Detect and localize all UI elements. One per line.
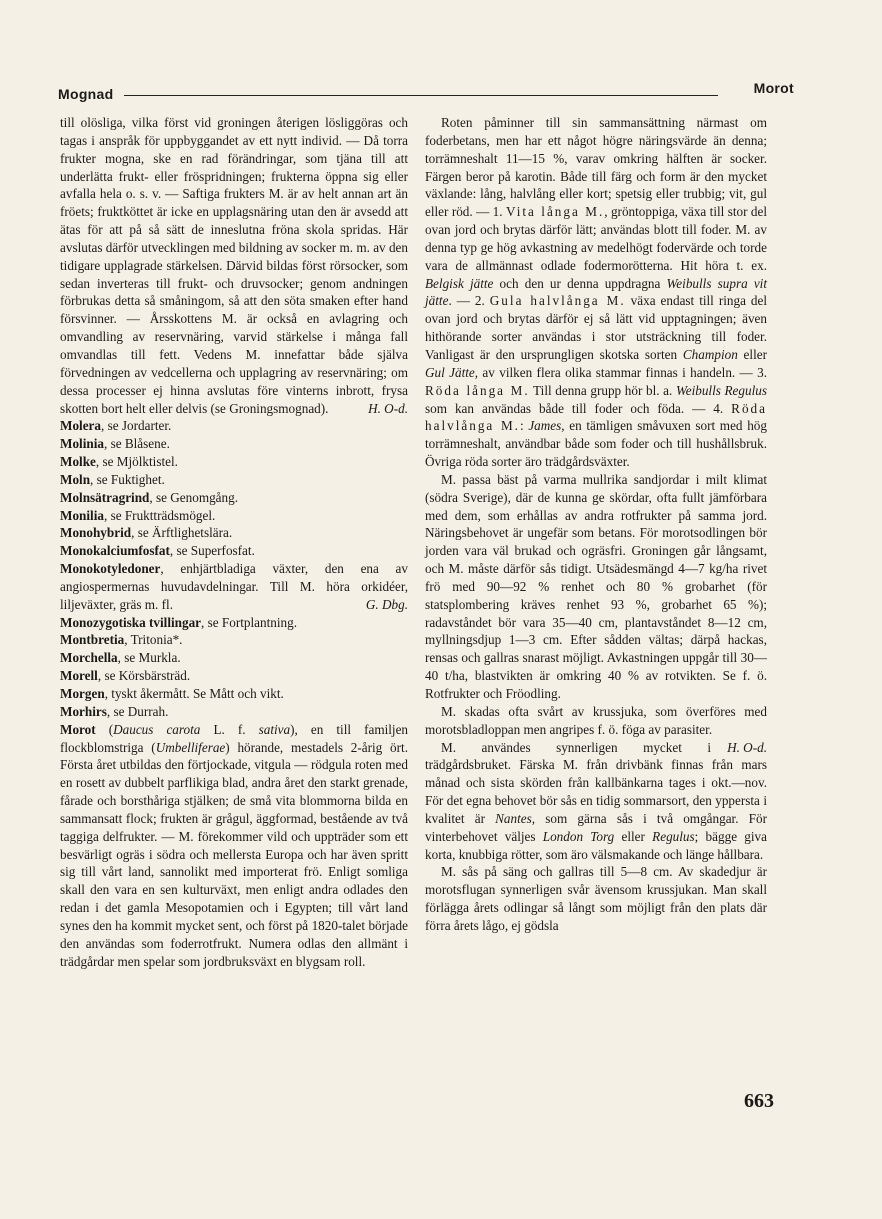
body-text: . — 2.: [448, 293, 490, 309]
entry-text: , se Durrah.: [106, 703, 169, 719]
entry-term: Monilia: [60, 507, 104, 523]
entry-text: , se Blåsene.: [103, 436, 170, 452]
entry-term: Morhirs: [60, 703, 107, 719]
body-text: eller: [614, 828, 653, 844]
entry-monozygotiska: [60, 614, 408, 632]
spaced-term: Röda långa M.: [425, 382, 530, 398]
entry-text: , se Ärftlighetslära.: [131, 525, 233, 541]
entry-text: L. f.: [200, 721, 259, 737]
entry-term: Montbretia: [60, 632, 125, 648]
body-text: och den ur denna uppdragna: [493, 275, 667, 291]
entry-term: Monozygotiska tvillingar: [60, 614, 202, 630]
header-rule: [124, 95, 718, 96]
entry-text: , Tritonia*.: [124, 632, 183, 648]
variety-name: Regulus: [652, 828, 695, 844]
paragraph-morot-types: [425, 114, 767, 471]
paragraph-sowing: M. sås på säng och gallras till 5—8 cm. Av skadedjur är morotsflugan synnerligen svår ävensom krussjukan. Man skall förlägga årets odlingar så långt som möjligt från den plats där förra årets lågo, ej gödsla: [425, 864, 767, 933]
body-text: M. skadas ofta svårt av krussjuka, som överföres med morotsbladloppan men angripes f. ö. föga av parasiter.: [425, 703, 767, 737]
entry-monohybrid: [60, 524, 408, 542]
entry-montbretia: [60, 631, 408, 649]
entry-text: , se Körsbärsträd.: [97, 668, 191, 684]
body-text: som kan användas både till foder och föda. — 4.: [425, 400, 732, 416]
entry-monilia: [60, 507, 408, 525]
paragraph-pests: [425, 703, 767, 755]
right-column: [425, 114, 767, 935]
variety-name: Weibulls supra vit jätte: [425, 275, 767, 309]
entry-monokotyledoner: [60, 560, 408, 614]
entry-text: , se Superfosfat.: [169, 543, 255, 559]
entry-text: , se Murkla.: [117, 650, 181, 666]
author-signature: H. O-d.: [368, 400, 408, 416]
body-text: Roten påminner till sin sammansättning närmast om foderbetans, men har ett något högre näringsvärde än denna; torrämneshalt 11—15 %, varav omkring hälften är socker. Färgen beror på karotin. Både till färg och form är den mycket växlande: lång, halvlång eller kort; spetsig eller trubbig; vit, gul eller röd. — 1.: [425, 115, 767, 220]
entry-text: , enhjärtbladiga växter, den ena av angiospermernas huvudavdelningar. Till M. höra orkidéer, liljeväxter, gräs m. fl.: [60, 561, 408, 612]
entry-molera: [60, 417, 408, 435]
variety-name: Gul Jätte: [425, 364, 475, 380]
body-text: Till denna grupp hör bl. a.: [529, 382, 676, 398]
variety-name: Belgisk jätte: [425, 275, 494, 291]
entry-morchella: [60, 649, 408, 667]
body-text: :: [519, 418, 529, 434]
latin-name: Daucus carota: [113, 721, 201, 737]
entry-text: , se Fortplantning.: [201, 614, 298, 630]
entry-term: Morgen: [60, 686, 105, 701]
body-text: M. användes synnerligen mycket i trädgårdsbruket. Färska M. från drivbänk finnas från mars månad och sista skörden från kallbänkarna tages i okt.—nov. För det egna behovet bör sås en tidig sommarsort, den yppersta i kvalitet är: [425, 739, 767, 826]
entry-morgen: [60, 685, 408, 703]
body-text: , av vilken flera olika stammar finnas i handeln. — 3.: [474, 364, 767, 380]
entry-term: Moln: [60, 471, 91, 487]
spaced-term: Gula halvlånga M.: [489, 293, 626, 309]
entry-morhirs: [60, 703, 408, 721]
spaced-term: Röda halvlånga M.: [425, 400, 767, 434]
mognad-text: till olösliga, vilka först vid groningen återigen lösliggöras och tagas i anspråk för uppbyggandet av ett nytt individ. — Då torra frukter mogna, ske en rad förändringar, som tjäna till att underlätta frukt- eller fröspridningen; frukterna öppna sig eller avfalla hela o. s. v. — Saftiga frukters M. är av helt annan art än fröets; fruktköttet är icke en upplagsnäring utan den är avsedd att ätas för att på så sätt de inneslutna fröna skola spridas. Här avslutas därför utvecklingen med bildning av socker m. m. av den tidigare upplagrade stärkelsen. Därvid bildas först rörsocker, som sedan inverteras till frukt- och druvsocker; genom andningen förbrukas detta så småningom, så att den söta smaken efter hand försvinner. — Årsskottens M. är också en avlagring och omvandling av reservnäring, varvid stärkelse i många fall omvandlas till fett. Vedens M. innefattar både själva förvedningen av vedcellerna och upplagring av reservnäring; om dessa processer ej hinna avslutas före vinterns inbrott, frysa skotten bort helt eller delvis (se Groningsmognad).: [60, 115, 408, 416]
entry-text: , se Mjölktistel.: [95, 454, 178, 470]
spaced-term: Vita långa M.: [505, 204, 605, 220]
left-column: [60, 114, 408, 971]
entry-text: , tyskt åkermått. Se Mått och vikt.: [104, 686, 284, 701]
variety-name: Nantes: [495, 810, 532, 826]
entry-morot: Morot (Daucus carota L. f. sativa), en till familjen flockblomstriga (Umbelliferae) hörande, mestadels 2-årig ört. Första året utbildas den förtjockade, vitgula — rödgula roten med en rosett av dubbelt parflikiga blad, andra året den starkt grenade, fårade och borsthåriga stjälken; de små vita blommorna bilda en sammansatt flock; frukten är grågul, äggformad, bestående av två taggiga delfrukter. — M. förekommer vild och uppträder som ett besvärligt ogräs i södra och mellersta Europa och har även spritt sig till vårt land, sannolikt med importerat frö. Enligt somliga skall den vara en sen kulturväxt, men enligt andra odlades den redan i det gamla Mesopotamien och i Egypten; till vårt land synes den ha kommit mycket sent, och först på 1820-talet började den användas som foderrotfrukt. Numera odlas den allmänt i trädgårdar men spelar som jordbruksväxt en blygsam roll.: [60, 721, 409, 969]
entry-term: Monokotyledoner: [60, 561, 161, 577]
entry-text: , se Fruktträdsmögel.: [103, 507, 216, 523]
latin-name: sativa: [258, 721, 291, 737]
running-head-right: Morot: [753, 80, 794, 96]
paragraph-cultivation: M. passa bäst på varma mullrika sandjordar i milt klimat (södra Sverige), där de kunna ge skördar, ofta fullt jämförbara med dem, som erhållas av andra rotfrukter på samma jord. Näringsbehovet är ungefär som betans. För morotsodlingen bör jorden vara väl brukad och ogräsfri. Groningen går långsamt, och M. måste därför sås tidigt. Utsädesmängd 4—7 kg/ha rivet frö med 90—92 % renhet och 80 % grobarhet (för statsplombering kräves renhet 93 %, grobarhet 65 %); radavståndet bör vara 35—40 cm, plantavståndet 8—12 cm, myllningsdjup 1—3 cm. Efter sådden vältas; därpå hackas, rensas och gallras snarast möjligt. Avkastningen uppgår till 30—40 t/ha, blastvikten är omkring 40 % av rotvikten. Se f. ö. Rotfrukter och Fröodling.: [425, 471, 767, 701]
entry-morell: [60, 667, 408, 685]
entry-term: Morot: [60, 721, 96, 737]
variety-name: Champion: [682, 346, 738, 362]
body-text: , som gärna sås i två omgångar. För vinterbehovet väljes: [425, 810, 767, 844]
author-signature: G. Dbg.: [365, 596, 408, 612]
entry-monokalciumfosfat: [60, 542, 408, 560]
paragraph-gardening: [425, 739, 767, 864]
paragraph-mognad-continuation: [60, 114, 408, 417]
body-text: , gröntoppiga, växa till stor del ovan jord och brytas därför lätt; användas blott till foder. M. av denna typ ge hög avkastning av medelhögt fodervärde och torde vara de allmännast odlade fodermorötterna. Hit höra t. ex.: [425, 204, 768, 273]
entry-term: Morell: [60, 668, 98, 684]
entry-text: ) hörande, mestadels 2-årig ört. Första året utbildas den förtjockade, vitgula — rödgula roten med en rosett av dubbelt parflikiga blad, andra året den starkt grenade, fårade och borsthåriga stjälken; de små vita blommorna bilda en sammansatt flock; frukten är grågul, äggformad, bestående av två taggiga delfrukter. — M. förekommer vild och uppträder som ett besvärligt ogräs i södra och mellersta Europa och har även spritt sig till vårt land, sannolikt med importerat frö. Enligt somliga skall den vara en sen kulturväxt, men enligt andra odlades den redan i det gamla Mesopotamien och i Egypten; till vårt land synes den ha kommit mycket sent, och först på 1820-talet började den användas som foderrotfrukt. Numera odlas den allmänt i trädgårdar men spelar som jordbruksväxt en blygsam roll.: [60, 739, 408, 969]
entry-text: , se Jordarter.: [101, 418, 172, 434]
entry-term: Molera: [60, 418, 102, 434]
body-text: växa endast till ringa del ovan jord och brytas därför ej så lätt vid upptagningen; även hithörande sorter användas i stor utsträckning till foder. Vanligast är den ursprungligen skotska sorten: [425, 293, 768, 362]
variety-name: James: [528, 418, 562, 434]
entry-term: Molnsätragrind: [60, 489, 150, 505]
entry-term: Molinia: [60, 436, 104, 452]
running-head-left: Mognad: [58, 86, 114, 102]
entry-term: Molke: [60, 454, 96, 470]
latin-name: Umbelliferae: [155, 739, 226, 755]
variety-name: London Torg: [542, 828, 615, 844]
entry-text: , se Genomgång.: [149, 489, 239, 505]
entry-term: Monokalciumfosfat: [60, 543, 170, 559]
body-text: , en tämligen småvuxen sort med hög torrämneshalt, användbar både som foder och till hushållsbruk. Övriga röda sorter äro trädgårdsväxter.: [425, 418, 767, 470]
entry-molnsatragrind: [60, 489, 408, 507]
entry-molke: [60, 453, 408, 471]
entry-text: , se Fuktighet.: [90, 471, 165, 487]
body-text: ; bägge giva korta, knubbiga rötter, som äro välsmakande och länge hållbara.: [425, 828, 767, 862]
entry-text: ), en till familjen flockblomstriga (: [60, 721, 409, 755]
author-signature: H. O-d.: [727, 739, 767, 755]
body-text: eller: [737, 346, 767, 362]
page-number: 663: [744, 1090, 774, 1112]
entry-moln: [60, 471, 408, 489]
entry-term: Morchella: [60, 650, 118, 666]
entry-molinia: [60, 435, 408, 453]
entry-term: Monohybrid: [60, 525, 132, 541]
variety-name: Weibulls Regulus: [675, 382, 767, 398]
